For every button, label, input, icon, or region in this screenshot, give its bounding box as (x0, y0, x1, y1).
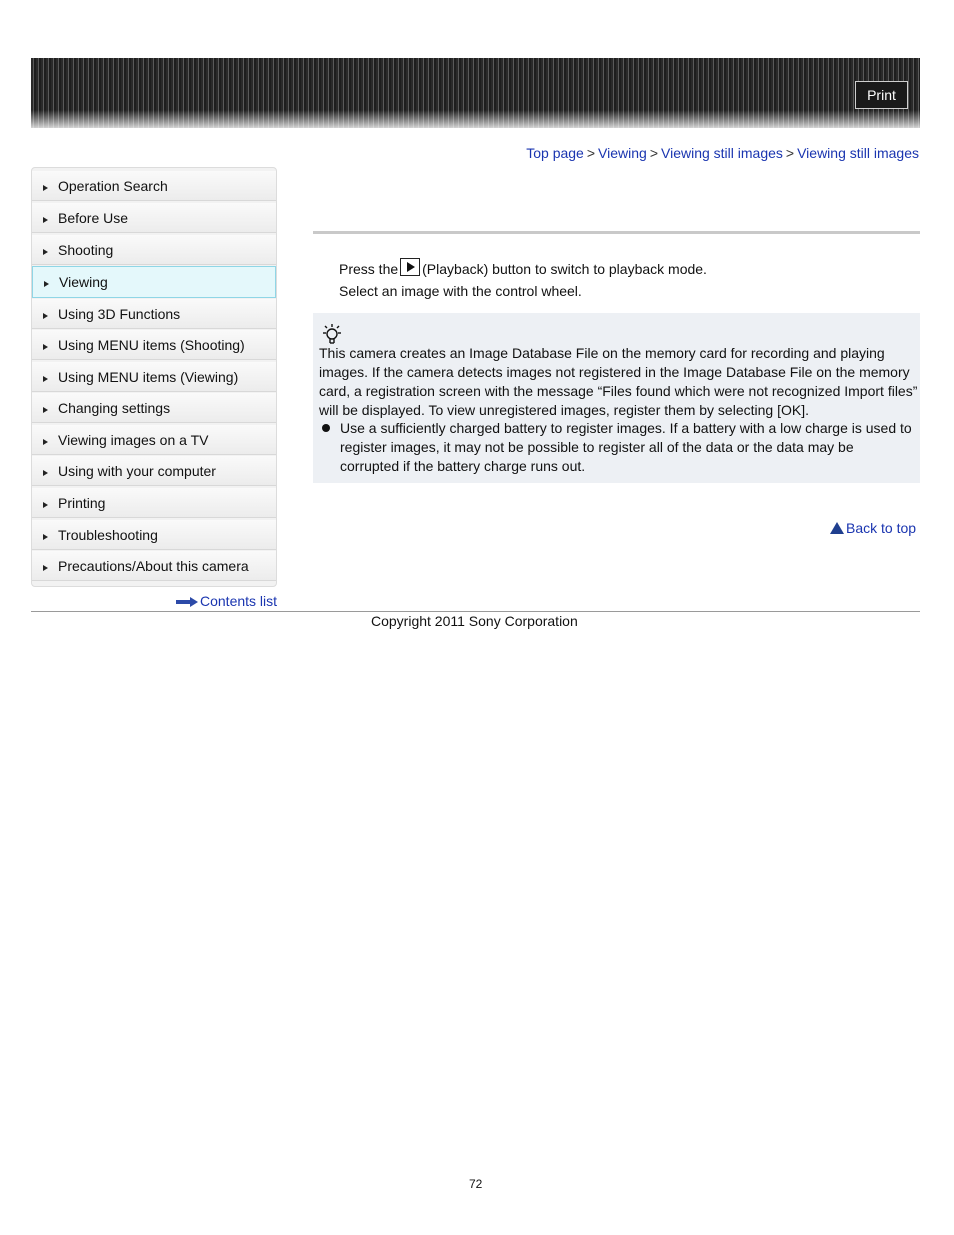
sidebar-item-computer[interactable] (32, 456, 276, 486)
sidebar-item-label: Viewing (59, 274, 108, 290)
triangle-right-icon (43, 185, 48, 191)
sidebar-item-troubleshooting[interactable] (32, 520, 276, 550)
sidebar-nav (31, 167, 277, 587)
sidebar-item-label: Using with your computer (58, 463, 216, 479)
hint-paragraph: This camera creates an Image Database File on the memory card for recording and playing images. If the camera detects images not registered in the Image Database File on the memory card, a registration screen with the message “Files found which were not recognized Import files” will be displayed. To view unregistered images, register them by selecting [OK]. (319, 345, 918, 418)
breadcrumb-viewing-still-images[interactable]: Viewing still images (661, 145, 783, 161)
sidebar-item-label: Using MENU items (Viewing) (58, 369, 239, 385)
step-1 (339, 258, 707, 277)
sidebar-item-changing-settings[interactable] (32, 393, 276, 423)
sidebar-item-precautions[interactable] (32, 551, 276, 581)
lightbulb-icon (321, 322, 343, 346)
triangle-right-icon (43, 534, 48, 540)
sidebar-item-label: Using MENU items (Shooting) (58, 337, 245, 353)
sidebar-item-menu-shooting[interactable] (32, 330, 276, 360)
breadcrumb-viewing[interactable]: Viewing (598, 145, 647, 161)
contents-list-label: Contents list (200, 593, 278, 609)
footer-divider (31, 611, 920, 612)
print-button[interactable]: Print (855, 81, 908, 109)
copyright-text: Copyright 2011 Sony Corporation (371, 613, 578, 629)
triangle-right-icon (43, 249, 48, 255)
sidebar-item-label: Viewing images on a TV (58, 432, 209, 448)
sidebar-item-3d-functions[interactable] (32, 299, 276, 329)
sidebar-item-viewing[interactable] (32, 266, 276, 298)
sidebar-item-label: Using 3D Functions (58, 306, 181, 322)
sidebar-item-label: Operation Search (58, 178, 168, 194)
sidebar-item-label: Before Use (58, 210, 129, 226)
back-to-top-label: Back to top (846, 520, 917, 536)
triangle-right-icon (44, 281, 49, 287)
triangle-right-icon (43, 376, 48, 382)
sidebar-item-label: Printing (58, 495, 106, 511)
breadcrumb-top-page[interactable]: Top page (526, 145, 584, 161)
triangle-up-icon (830, 522, 844, 534)
sidebar-item-printing[interactable] (32, 488, 276, 518)
step-1-text-after: (Playback) button to switch to playback mode. (422, 261, 707, 277)
sidebar-item-label: Changing settings (58, 400, 171, 416)
triangle-right-icon (43, 470, 48, 476)
breadcrumb-separator: > (785, 145, 795, 161)
hint-box (313, 313, 920, 483)
back-to-top-link[interactable] (830, 520, 916, 536)
arrow-right-icon (176, 597, 198, 607)
playback-button-icon (400, 258, 420, 276)
sidebar-item-label: Precautions/About this camera (58, 558, 249, 574)
sidebar-item-operation-search[interactable] (32, 171, 276, 201)
contents-list-link[interactable] (176, 593, 277, 609)
sidebar-item-label: Shooting (58, 242, 114, 258)
sidebar-item-label: Troubleshooting (58, 527, 158, 543)
step-2: Select an image with the control wheel. (339, 283, 582, 299)
bullet-dot-icon (322, 424, 330, 432)
triangle-right-icon (43, 313, 48, 319)
breadcrumb-current-page[interactable]: Viewing still images (797, 145, 919, 161)
breadcrumb-separator: > (586, 145, 596, 161)
triangle-right-icon (43, 344, 48, 350)
triangle-right-icon (43, 439, 48, 445)
triangle-right-icon (43, 502, 48, 508)
sidebar-item-shooting[interactable] (32, 235, 276, 265)
breadcrumb (526, 145, 919, 161)
sidebar-item-viewing-on-tv[interactable] (32, 425, 276, 455)
sidebar-item-menu-viewing[interactable] (32, 362, 276, 392)
hint-bullet-text: Use a sufficiently charged battery to register images. If a battery with a low charge is used to register images, it may not be possible to register all of the data or the data may be corrupted if the battery charge runs out. (340, 420, 912, 474)
page-number: 72 (469, 1177, 483, 1191)
header-banner (31, 58, 920, 128)
breadcrumb-separator: > (649, 145, 658, 161)
triangle-right-icon (43, 407, 48, 413)
triangle-right-icon (43, 217, 48, 223)
title-divider (313, 231, 920, 234)
step-1-text-before: Press the (339, 261, 399, 277)
triangle-right-icon (43, 565, 48, 571)
sidebar-item-before-use[interactable] (32, 203, 276, 233)
